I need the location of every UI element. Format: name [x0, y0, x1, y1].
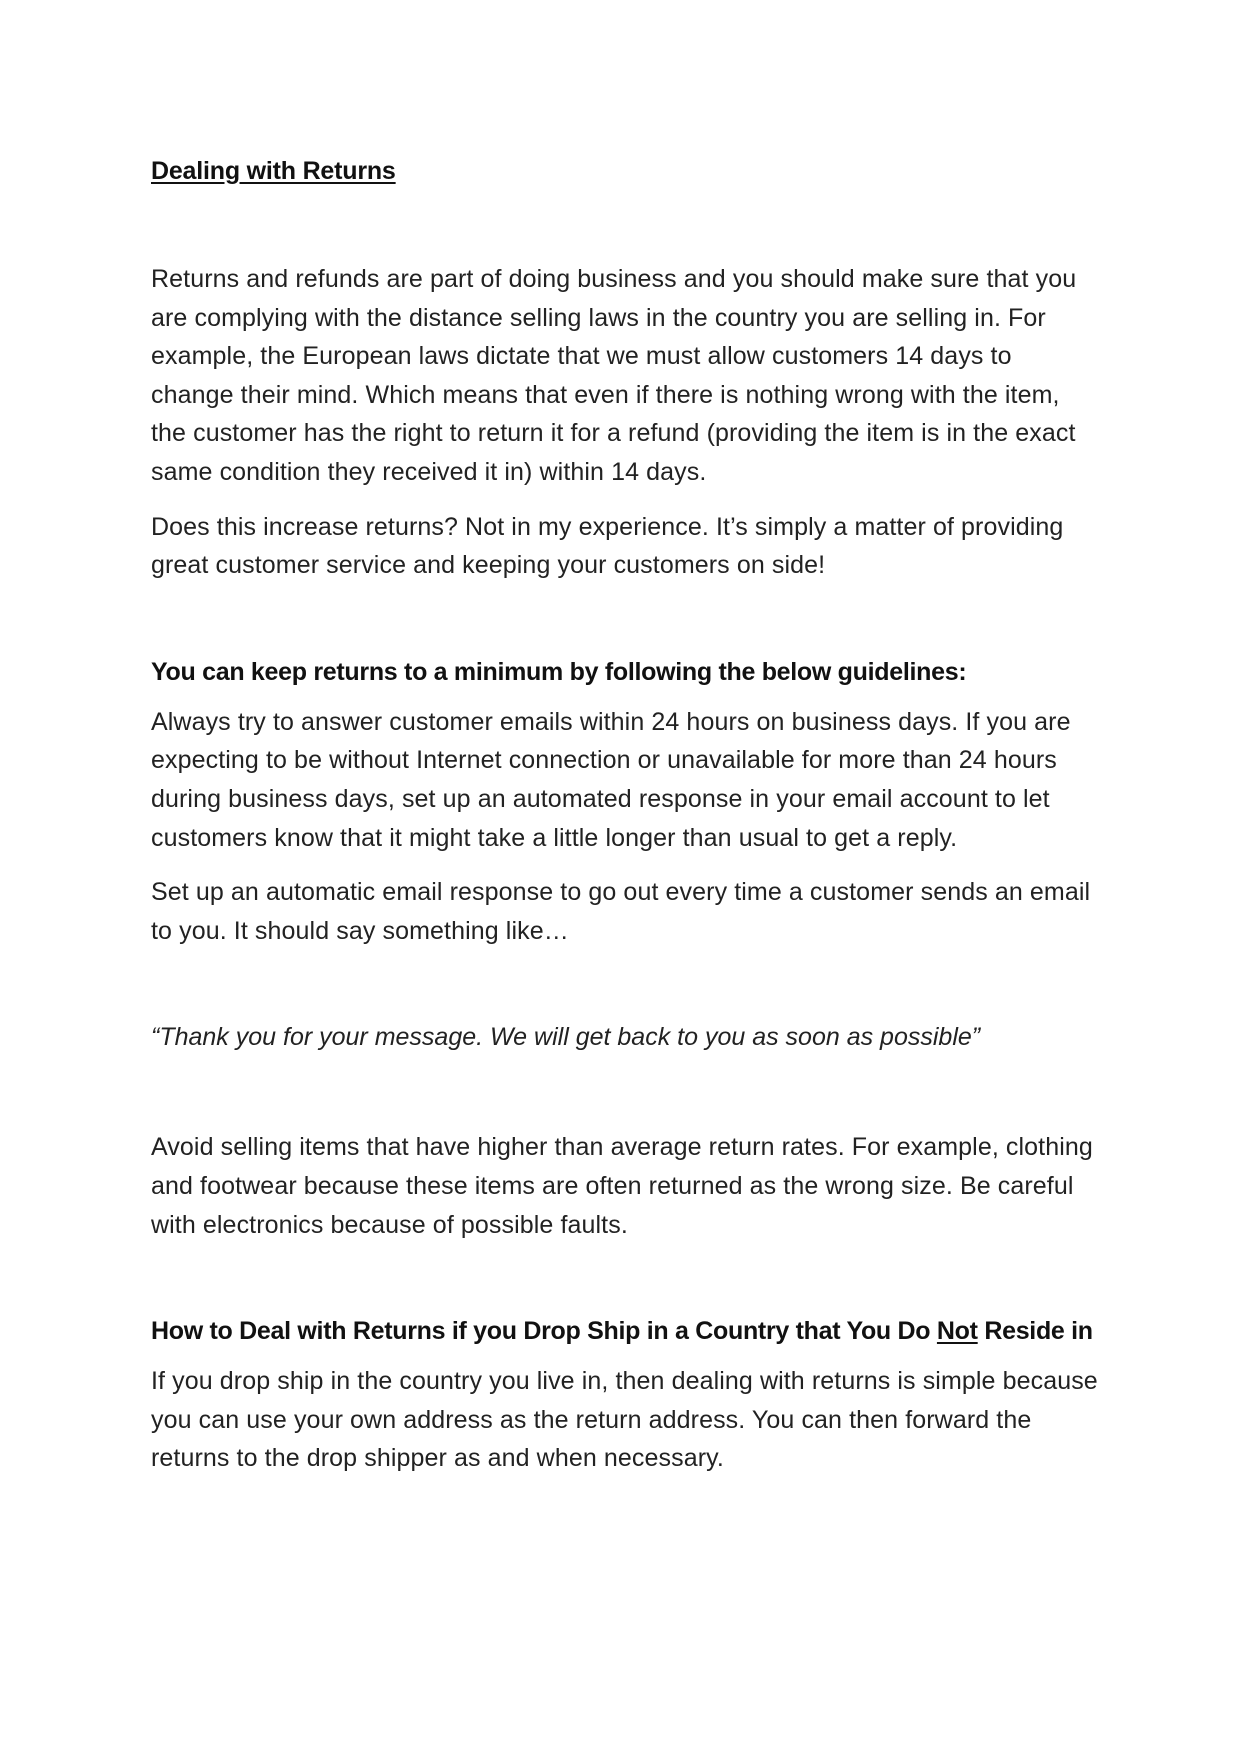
dropship-heading-text: How to Deal with Returns if you Drop Ship in a Country that You Do	[151, 1317, 937, 1346]
avoid-paragraph: Avoid selling items that have higher than average return rates. For example, clothing and footwear because these items are often returned as the wrong size. Be careful with electronics because of possible faults.	[151, 1133, 1093, 1239]
document-body	[151, 148, 1101, 1478]
guidelines-heading: You can keep returns to a minimum by following the below guidelines:	[151, 657, 967, 686]
guideline-paragraph: Always try to answer customer emails within 24 hours on business days. If you are expecting to be without Internet connection or unavailable for more than 24 hours during business days, set up an automated response in your email account to let customers know that it might take a little longer than usual to get a reply.	[151, 707, 1071, 852]
intro-paragraph: Does this increase returns? Not in my experience. It’s simply a matter of providing great customer service and keeping your customers on side!	[151, 512, 1064, 580]
page-title: Dealing with Returns	[151, 157, 396, 185]
dropship-paragraph: If you drop ship in the country you live in, then dealing with returns is simple because you can use your own address as the return address. You can then forward the returns to the drop shipper as and when necessary.	[151, 1367, 1098, 1473]
dropship-heading-text: Reside in	[977, 1317, 1093, 1346]
dropship-heading-emphasis: Not	[936, 1317, 978, 1346]
email-response-quote: “Thank you for your message. We will get back to you as soon as possible”	[151, 1023, 981, 1052]
intro-paragraph: Returns and refunds are part of doing business and you should make sure that you are complying with the distance selling laws in the country you are selling in. For example, the European laws dictate that we must allow customers 14 days to change their mind. Which means that even if there is nothing wrong with the item, the customer has the right to return it for a refund (providing the item is in the exact same condition they received it in) within 14 days.	[151, 265, 1077, 486]
dropship-heading	[151, 1312, 1101, 1350]
guideline-paragraph: Set up an automatic email response to go out every time a customer sends an email to you. It should say something like…	[151, 878, 1091, 945]
